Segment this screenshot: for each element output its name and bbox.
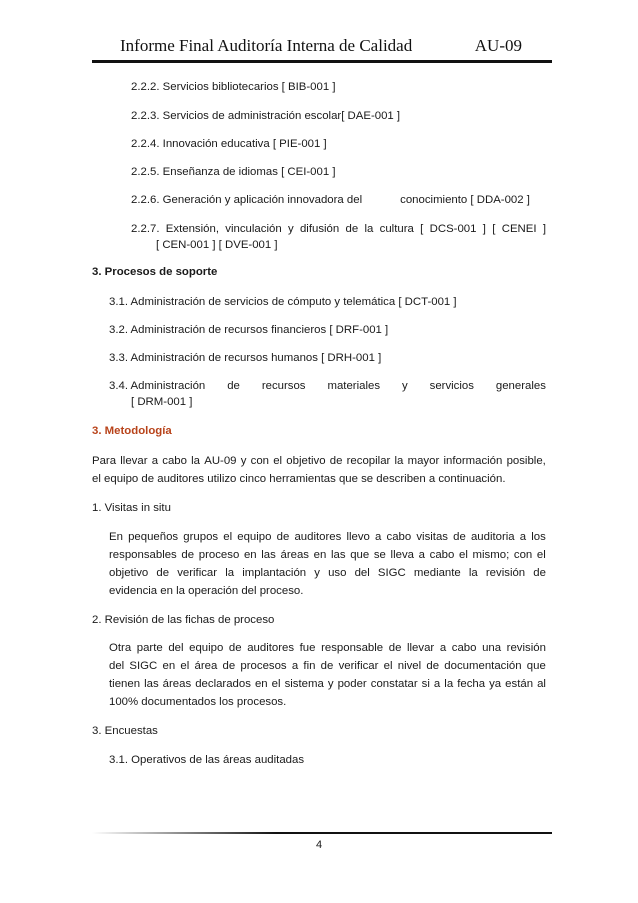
word: revisión xyxy=(485,567,526,579)
word: con xyxy=(250,455,270,467)
p1-line-1 xyxy=(109,530,546,544)
word: verificar xyxy=(177,567,218,579)
word: difusión xyxy=(299,223,340,235)
word: al xyxy=(537,678,546,690)
item-3-4-cont: [ DRM-001 ] xyxy=(131,396,193,408)
word: de xyxy=(227,380,240,392)
word: del xyxy=(109,660,125,672)
word: la xyxy=(191,455,201,467)
word: CENEI xyxy=(501,223,537,235)
word: a xyxy=(439,642,447,654)
word: [ xyxy=(420,223,424,235)
page-number: 4 xyxy=(315,839,323,851)
word: la xyxy=(468,567,478,579)
word: el xyxy=(223,531,233,543)
word: mismo; xyxy=(472,549,510,561)
word: lleva xyxy=(390,549,414,561)
item-2-2-7-cont: [ CEN-001 ] [ DVE-001 ] xyxy=(156,239,278,251)
word: fecha xyxy=(457,678,486,690)
word: 2.2.7. xyxy=(131,223,160,235)
word: áreas xyxy=(280,549,309,561)
word: auditoria xyxy=(470,531,515,543)
word: la xyxy=(444,678,454,690)
word: información xyxy=(443,455,503,467)
word: de xyxy=(345,223,359,235)
word: área xyxy=(194,660,218,672)
word: la xyxy=(394,455,404,467)
word: el xyxy=(180,660,190,672)
word: están xyxy=(505,678,534,690)
word: se xyxy=(373,549,386,561)
section-metodologia-heading: 3. Metodología xyxy=(92,425,172,437)
word: fin xyxy=(303,660,316,672)
word: de xyxy=(222,660,236,672)
word: uso xyxy=(328,567,347,579)
word: objetivo xyxy=(286,455,326,467)
word: y xyxy=(327,678,334,690)
word: generales xyxy=(495,380,546,392)
word: de xyxy=(276,531,290,543)
word: constatar xyxy=(370,678,418,690)
word: de xyxy=(453,531,466,543)
word: a xyxy=(433,678,441,690)
word: En xyxy=(109,531,123,543)
word: SIGC xyxy=(377,567,406,579)
header-rule xyxy=(92,60,552,63)
section-procesos-soporte: 3. Procesos de soporte xyxy=(92,266,218,278)
word: ] xyxy=(542,223,546,235)
item-2-2-6-part1: 2.2.6. Generación y aplicación innovadora del xyxy=(131,194,363,206)
p3-title: 3. Encuestas xyxy=(92,725,158,737)
word: con xyxy=(513,549,533,561)
word: el xyxy=(271,678,281,690)
word: verificar xyxy=(338,660,379,672)
word: de xyxy=(388,642,402,654)
word: a xyxy=(418,549,425,561)
word: la xyxy=(364,223,374,235)
word: SIGC xyxy=(129,660,158,672)
word: servicios xyxy=(429,380,474,392)
p1-line-2 xyxy=(109,548,546,562)
word: ] xyxy=(482,223,486,235)
word: la xyxy=(225,567,235,579)
word: que xyxy=(526,660,546,672)
word: cabo xyxy=(429,549,455,561)
item-3-1: 3.1. Administración de servicios de cómputo y telemática [ DCT-001 ] xyxy=(109,296,457,308)
word: de xyxy=(426,660,440,672)
word: objetivo xyxy=(109,567,149,579)
word: 3.4. Administración xyxy=(109,380,206,392)
word: auditores xyxy=(247,642,295,654)
item-2-2-5: 2.2.5. Enseñanza de idiomas [ CEI-001 ] xyxy=(131,166,336,178)
word: Extensión, xyxy=(165,223,219,235)
item-2-2-3: 2.2.3. Servicios de administración escolar[ DAE-001 ] xyxy=(131,110,401,122)
item-2-2-7 xyxy=(131,222,546,236)
word: las xyxy=(261,549,276,561)
word: ya xyxy=(489,678,502,690)
item-2-2-4: 2.2.4. Innovación educativa [ PIE-001 ] xyxy=(131,138,327,150)
p2-title: 2. Revisión de las fichas de proceso xyxy=(92,614,275,626)
word: en xyxy=(162,660,176,672)
item-2-2-6 xyxy=(131,193,530,207)
word: áreas xyxy=(162,678,192,690)
word: del xyxy=(354,567,370,579)
header-title: Informe Final Auditoría Interna de Calidad xyxy=(120,36,413,55)
word: equipo xyxy=(237,531,272,543)
word: cabo xyxy=(386,531,412,543)
word: tienen xyxy=(109,678,141,690)
word: a xyxy=(375,531,382,543)
word: las xyxy=(330,549,346,561)
word: y xyxy=(287,223,294,235)
item-3-4 xyxy=(109,379,546,393)
word: [ xyxy=(492,223,496,235)
item-3-2: 3.2. Administración de recursos financieros [ DRF-001 ] xyxy=(109,324,389,336)
word: y xyxy=(314,567,320,579)
word: de xyxy=(181,549,195,561)
word: llevar xyxy=(407,642,435,654)
p2-line-1 xyxy=(109,641,546,655)
word: vinculación xyxy=(225,223,282,235)
word: recopilar xyxy=(346,455,391,467)
word: mediante xyxy=(413,567,461,579)
word: pequeños xyxy=(128,531,179,543)
footer-rule xyxy=(92,832,552,834)
word: DCS-001 xyxy=(429,223,477,235)
word: y xyxy=(240,455,247,467)
p1-line-3 xyxy=(109,566,546,580)
item-2-2-6-part2: conocimiento [ DDA-002 ] xyxy=(400,194,530,206)
word: posible, xyxy=(506,455,546,467)
item-3-3: 3.3. Administración de recursos humanos [ DRH-001 ] xyxy=(109,352,382,364)
word: nivel xyxy=(397,660,422,672)
word: si xyxy=(421,678,430,690)
word: en xyxy=(243,549,257,561)
word: de xyxy=(533,567,546,579)
word: materiales xyxy=(327,380,381,392)
word: a xyxy=(151,455,159,467)
header-code: AU-09 xyxy=(474,36,522,55)
word: de xyxy=(228,642,242,654)
word: revisión xyxy=(506,642,546,654)
intro-line-2: el equipo de auditores utilizo cinco herramientas que se describen a continuación. xyxy=(92,473,506,485)
word: los xyxy=(531,531,546,543)
word: responsable xyxy=(321,642,384,654)
item-2-2-2: 2.2.2. Servicios bibliotecarios [ BIB-001 ] xyxy=(131,81,336,93)
intro-line-1 xyxy=(92,454,546,468)
word: cabo xyxy=(451,642,477,654)
p2-line-3 xyxy=(109,677,546,691)
word: del xyxy=(168,642,184,654)
word: en xyxy=(313,549,327,561)
word: parte xyxy=(136,642,163,654)
word: procesos xyxy=(240,660,287,672)
word: mayor xyxy=(407,455,440,467)
word: grupos xyxy=(183,531,219,543)
word: el xyxy=(383,660,393,672)
word: visitas xyxy=(416,531,448,543)
word: el xyxy=(459,549,468,561)
word: de xyxy=(329,455,343,467)
word: proceso xyxy=(198,549,240,561)
word: en xyxy=(254,678,268,690)
word: sistema xyxy=(284,678,324,690)
word: responsables xyxy=(109,549,177,561)
word: recursos xyxy=(261,380,306,392)
word: y xyxy=(401,380,408,392)
p3-sub-3-1: 3.1. Operativos de las áreas auditadas xyxy=(109,754,305,766)
word: una xyxy=(482,642,502,654)
word: implantación xyxy=(242,567,307,579)
word: Para xyxy=(92,455,117,467)
word: a xyxy=(291,660,299,672)
word: poder xyxy=(337,678,367,690)
word: AU-09 xyxy=(204,455,237,467)
word: Otra xyxy=(109,642,132,654)
word: fue xyxy=(299,642,316,654)
word: el xyxy=(273,455,283,467)
word: llevo xyxy=(346,531,370,543)
word: de xyxy=(320,660,334,672)
word: cabo xyxy=(162,455,187,467)
word: declarados xyxy=(195,678,251,690)
word: cultura xyxy=(379,223,414,235)
word: que xyxy=(350,549,370,561)
p2-line-4: 100% documentados los procesos. xyxy=(109,696,287,708)
p2-line-2 xyxy=(109,659,546,673)
p1-title: 1. Visitas in situ xyxy=(92,502,171,514)
word: las xyxy=(144,678,159,690)
word: llevar xyxy=(120,455,148,467)
word: a xyxy=(519,531,527,543)
word: equipo xyxy=(189,642,224,654)
word: documentación xyxy=(444,660,522,672)
word: auditores xyxy=(294,531,342,543)
p1-line-4: evidencia en la operación del proceso. xyxy=(109,585,304,597)
word: el xyxy=(536,549,546,561)
word: de xyxy=(156,567,170,579)
